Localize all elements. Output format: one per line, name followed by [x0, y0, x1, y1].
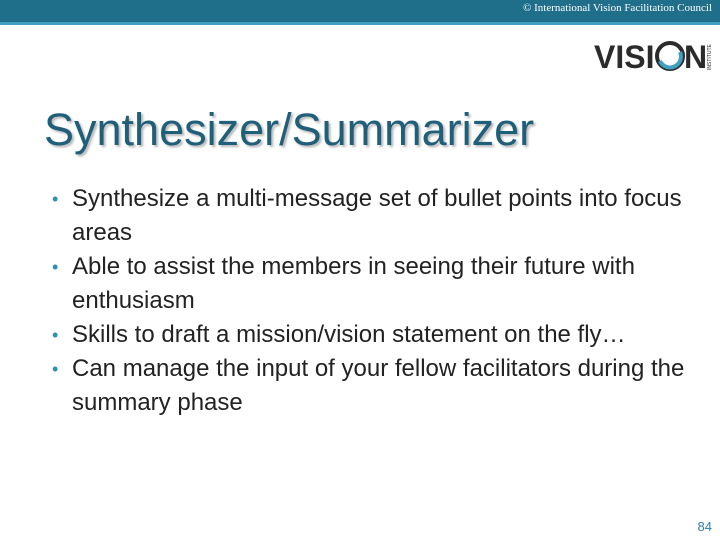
bullet-dot-icon: • — [52, 257, 59, 277]
logo-sub-text: INSTITUTE — [707, 44, 713, 70]
bullet-text: Skills to draft a mission/vision statement on the fly… — [72, 321, 626, 348]
logo-text-vis: VISI — [594, 39, 655, 74]
bullet-dot-icon: • — [52, 325, 59, 345]
logo-text-n: N — [684, 39, 708, 74]
bullet-item — [52, 250, 702, 318]
bullet-text: Synthesize a multi-message set of bullet points into focus areas — [72, 185, 682, 246]
bullet-text: Able to assist the members in seeing their future with enthusiasm — [72, 253, 635, 314]
copyright-text: © International Vision Facilitation Council — [523, 2, 712, 14]
bullet-text: Can manage the input of your fellow facilitators during the summary phase — [72, 355, 685, 416]
bullet-item — [52, 352, 702, 420]
page-number: 84 — [697, 519, 712, 534]
vision-logo — [594, 36, 718, 74]
header-accent-line — [0, 22, 720, 25]
header-bar — [0, 0, 720, 22]
bullet-dot-icon: • — [52, 359, 59, 379]
logo-swirl-icon — [657, 43, 683, 69]
bullet-list — [52, 182, 702, 420]
bullet-item — [52, 182, 702, 250]
bullet-dot-icon: • — [52, 189, 59, 209]
slide-title: Synthesizer/Summarizer — [44, 104, 535, 155]
bullet-item — [52, 318, 702, 352]
